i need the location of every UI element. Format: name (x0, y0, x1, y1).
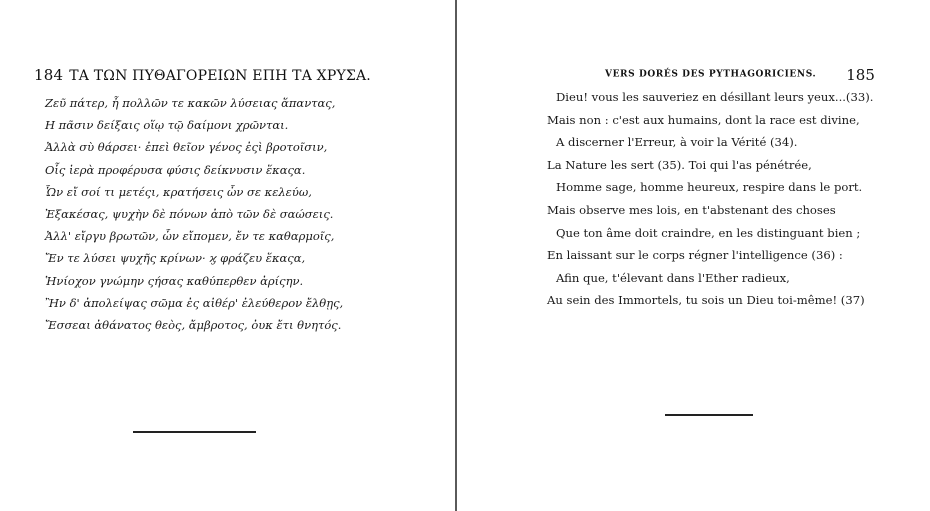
greek-verse-line: Ἡνίοχον γνώμην ςήσας καθύπερθεν ἀρίςην. (45, 273, 304, 288)
greek-verse-line: Ἀλλὰ σὺ θάρσει· ἐπεὶ θεῖον γένος ἐςὶ βροτοῖσιν, (45, 140, 328, 155)
greek-verse-block (45, 92, 445, 336)
greek-verse-line: Ὧν εἴ σοί τι μετέςι, κρατήσεις ὧν σε κελεύω, (45, 184, 312, 199)
left-page-title: ΤΑ ΤΩΝ ΠΥΘΑΓΟΡΕΙΩΝ ΕΠΗ ΤΑ ΧΡΥΣΑ. (69, 68, 371, 84)
right-page-header (605, 64, 905, 84)
right-page (457, 0, 930, 511)
french-verse-line: Mais non : c'est aux humains, dont la race est divine, (547, 112, 860, 127)
french-verse-line: Au sein des Immortels, tu sois un Dieu toi-même! (37) (547, 293, 865, 308)
greek-verse-line: Ἀλλ' εἴργυ βρωτῶν, ὧν εἴπομεν, ἔν τε καθαρμοῖς, (45, 229, 335, 244)
french-verse-line: A discerner l'Erreur, à voir la Vérité (34). (556, 135, 798, 150)
french-verse-line: La Nature les sert (35). Toi qui l'as pénétrée, (547, 157, 812, 172)
greek-verse-line: Ἢν δ' ἀπολείψας σῶμα ἐς αἰθέρ' ἐλεύθερον ἔλθῃς, (45, 295, 344, 310)
french-verse-line: En laissant sur le corps régner l'intelligence (36) : (547, 248, 843, 263)
french-verse-line: Homme sage, homme heureux, respire dans le port. (556, 180, 863, 195)
right-page-number: 185 (846, 65, 875, 84)
right-running-title: VERS DORÉS DES PYTHAGORICIENS. (605, 69, 817, 80)
left-end-rule (133, 431, 256, 433)
right-end-rule (665, 414, 753, 416)
greek-verse-line: Ἐξακέσας, ψυχὴν δὲ πόνων ἀπὸ τῶν δὲ σαώσεις. (45, 206, 334, 221)
greek-verse-line: Ζεῦ πάτερ, ἦ πολλῶν τε κακῶν λύσειας ἅπαντας, (45, 96, 336, 110)
left-page (0, 0, 455, 511)
greek-verse-line: Οἷς ἱερὰ προφέρυσα φύσις δείκνυσιν ἕκαςα. (45, 162, 306, 177)
french-verse-block (547, 86, 927, 312)
french-verse-line: Dieu! vous les sauveriez en désillant leurs yeux...(33). (556, 90, 874, 104)
greek-verse-line: Ἔσσεαι ἀθάνατος θεὸς, ἄμβροτος, ὀυκ ἔτι θνητός. (45, 317, 342, 332)
french-verse-line: Afin que, t'élevant dans l'Ether radieux, (556, 270, 790, 285)
left-page-header (34, 66, 434, 84)
greek-verse-line: Ἔν τε λύσει ψυχῆς κρίνων· ϗ φράζευ ἕκαςα, (45, 251, 306, 266)
french-verse-line: Que ton âme doit craindre, en les distinguant bien ; (556, 225, 861, 240)
greek-verse-line: Η πᾶσιν δείξαις οἵῳ τῷ δαίμονι χρῶνται. (45, 118, 289, 133)
french-verse-line: Mais observe mes lois, en t'abstenant des choses (547, 202, 836, 217)
left-page-number: 184 (34, 66, 64, 84)
